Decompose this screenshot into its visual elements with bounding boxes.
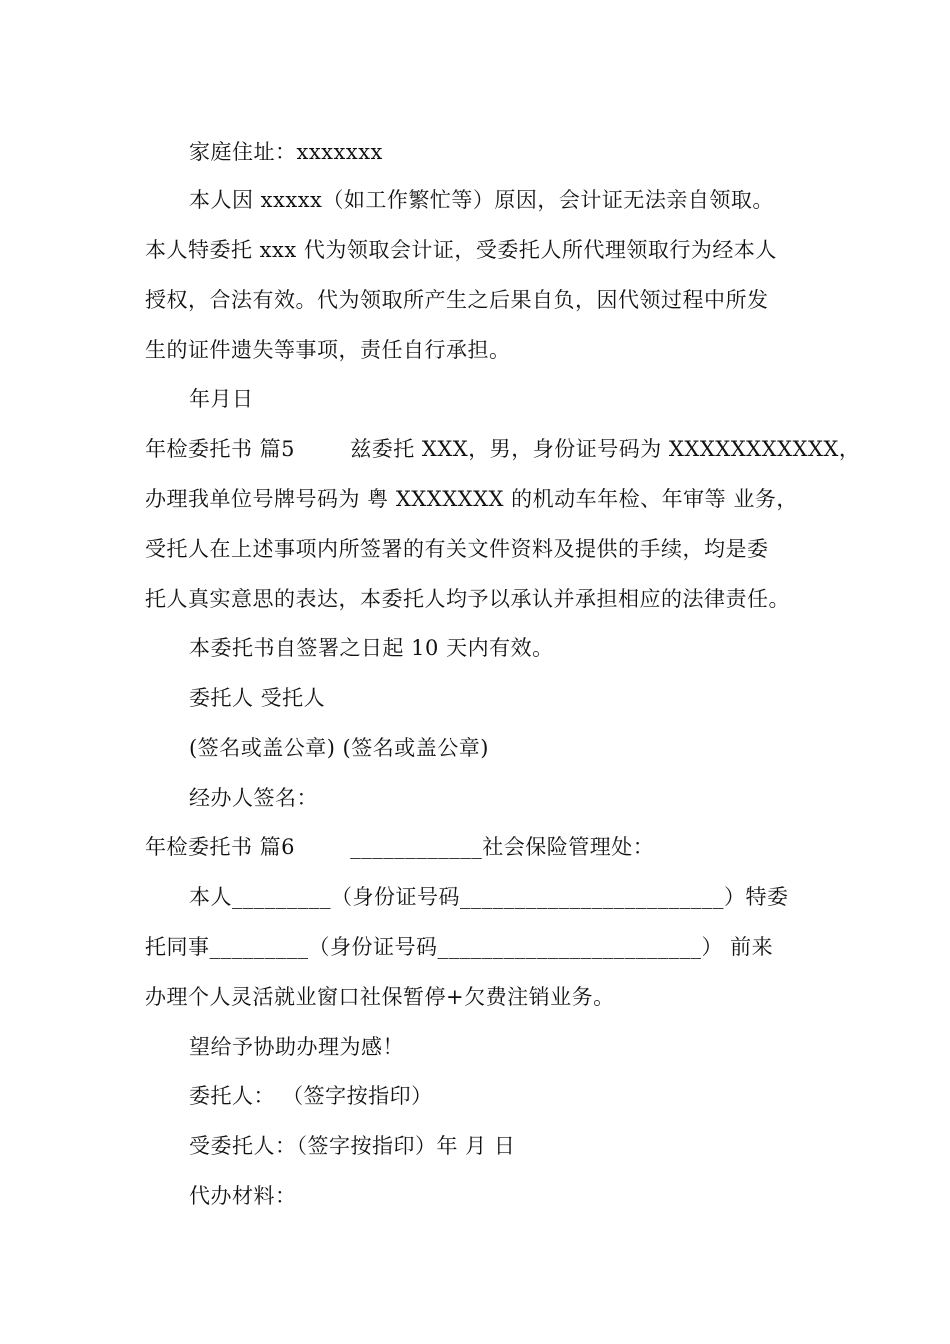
thanks-line: 望给予协助办理为感！ (189, 1035, 404, 1059)
paragraph-line: 本人因 xxxxx（如工作繁忙等）原因，会计证无法亲自领取。 (189, 188, 774, 212)
section-5-intro: 兹委托 XXX，男，身份证号码为 XXXXXXXXXXX， (350, 437, 861, 461)
signatories-line: 委托人 受托人 (189, 686, 326, 710)
paragraph-line: 托同事_________（身份证号码________________________） 前来 (145, 935, 774, 959)
section-6-first-line (145, 832, 825, 862)
paragraph-line: 办理个人灵活就业窗口社保暂停+欠费注销业务。 (145, 985, 615, 1009)
validity-line: 本委托书自签署之日起 10 天内有效。 (189, 636, 554, 660)
signature-note-line: (签名或盖公章) (签名或盖公章) (189, 736, 489, 760)
paragraph-line: 托人真实意思的表达，本委托人均予以承认并承担相应的法律责任。 (145, 587, 790, 611)
paragraph-line: 本人_________（身份证号码________________________）特委 (189, 885, 789, 909)
principal-line: 委托人： （签字按指印） (189, 1084, 433, 1108)
paragraph-line: 授权，合法有效。代为领取所产生之后果自负，因代领过程中所发 (145, 288, 769, 312)
paragraph-line: 生的证件遗失等事项，责任自行承担。 (145, 338, 511, 362)
section-5-first-line (145, 434, 861, 464)
section-6-heading: 年检委托书 篇6 (145, 835, 296, 859)
section-5-heading: 年检委托书 篇5 (145, 437, 296, 461)
date-line: 年月日 (189, 387, 254, 411)
agent-line: 受委托人：（签字按指印）年 月 日 (189, 1134, 516, 1158)
handler-signature-line: 经办人签名： (189, 786, 318, 810)
paragraph-line: 办理我单位号牌号码为 粤 XXXXXXX 的机动车年检、年审等 业务， (145, 487, 798, 511)
home-address-line: 家庭住址：xxxxxxx (189, 140, 383, 164)
paragraph-line: 受托人在上述事项内所签署的有关文件资料及提供的手续，均是委 (145, 537, 769, 561)
materials-line: 代办材料： (189, 1184, 297, 1208)
section-6-addressee: ____________社会保险管理处： (350, 835, 655, 859)
paragraph-line: 本人特委托 xxx 代为领取会计证，受委托人所代理领取行为经本人 (145, 238, 777, 262)
